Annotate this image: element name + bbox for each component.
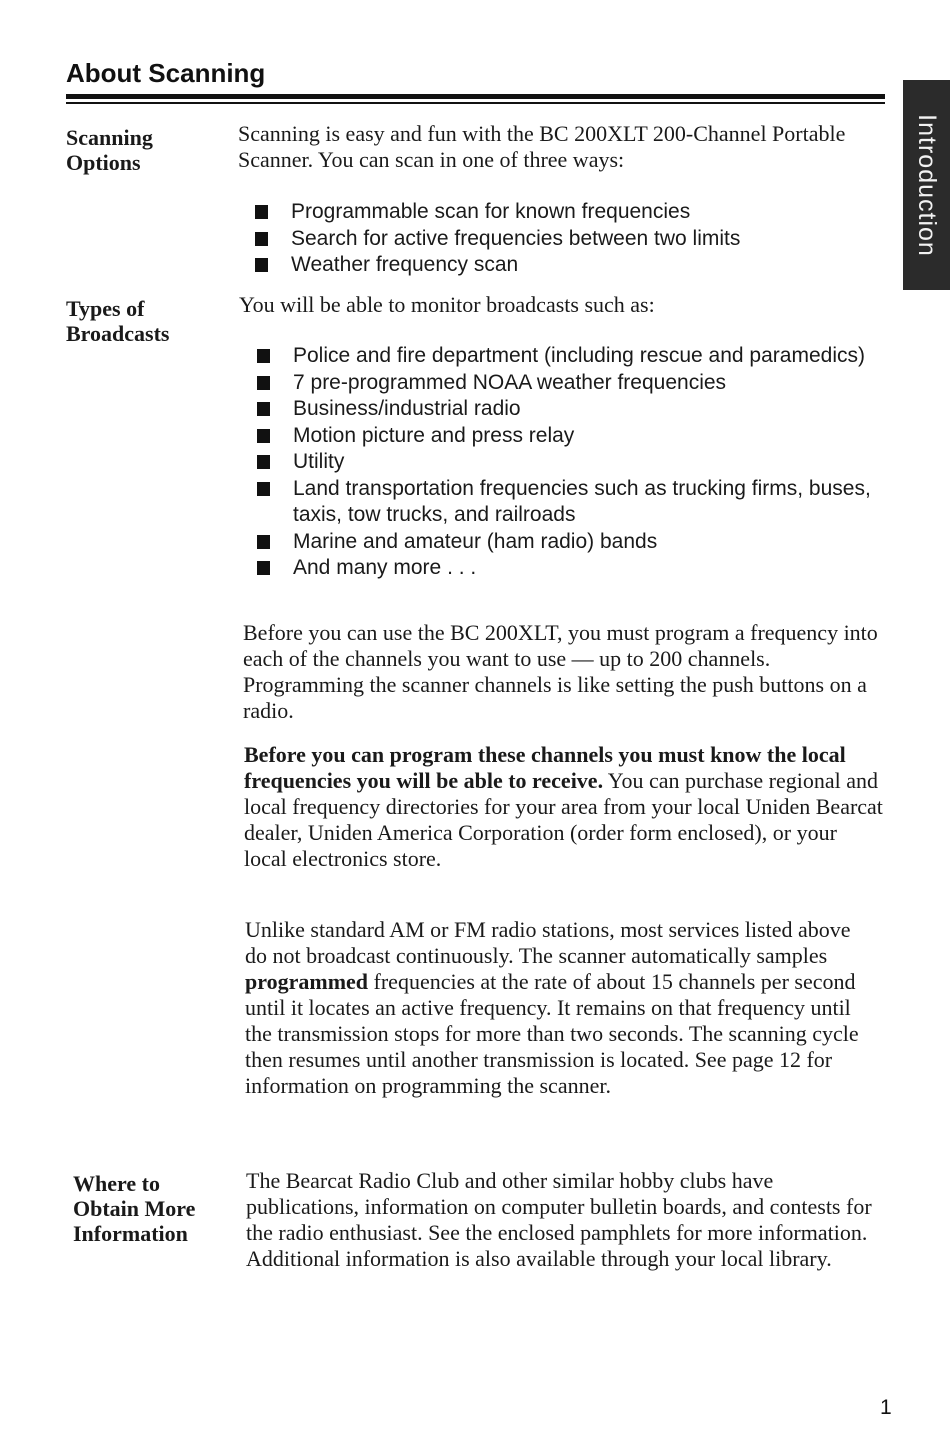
bullet-square-icon — [255, 258, 268, 272]
scanning-options-body — [238, 121, 888, 173]
list-item: Marine and amateur (ham radio) bands — [257, 529, 887, 556]
list-item: And many more . . . — [257, 555, 887, 582]
types-of-broadcasts-list — [257, 343, 887, 582]
scanning-options-intro: Scanning is easy and fun with the BC 200XLT 200-Channel Portable Scanner. You can scan in one of three ways: — [238, 121, 846, 172]
title-rule-thin — [66, 102, 885, 104]
frequency-warning-bold: Before you can program these channels you must know the local frequencies you will be able to receive. — [244, 742, 846, 793]
section-tab — [903, 80, 950, 290]
bullet-square-icon — [257, 402, 270, 416]
list-item: Search for active frequencies between two limits — [255, 226, 905, 253]
types-of-broadcasts-label: Types of Broadcasts — [66, 296, 170, 346]
list-item: Utility — [257, 449, 887, 476]
bullet-square-icon — [257, 482, 270, 496]
programming-paragraph: Before you can use the BC 200XLT, you must program a frequency into each of the channels you want to use — up to 200 channels. Programming the scanner channels is like setting the push buttons on a radio. — [243, 620, 878, 723]
page-number: 1 — [880, 1396, 892, 1419]
bullet-square-icon — [257, 535, 270, 549]
types-of-broadcasts-body — [239, 292, 889, 318]
list-item: Weather frequency scan — [255, 252, 905, 279]
bullet-square-icon — [255, 205, 268, 219]
list-item: Land transportation frequencies such as trucking firms, buses, taxis, tow trucks, and railroads — [257, 476, 887, 529]
bullet-square-icon — [257, 429, 270, 443]
bullet-square-icon — [257, 561, 270, 575]
page-title: About Scanning — [66, 58, 266, 88]
list-item: Business/industrial radio — [257, 396, 887, 423]
list-item: 7 pre-programmed NOAA weather frequencies — [257, 370, 887, 397]
types-of-broadcasts-intro: You will be able to monitor broadcasts such as: — [239, 292, 655, 317]
bullet-square-icon — [255, 232, 268, 246]
scanning-rate-paragraph: Unlike standard AM or FM radio stations, most services listed above do not broadcast continuously. The scanner automatically samples programmed frequencies at the rate of about 15 channels per second until it locates an active frequency. It remains on that frequency until the transmission stops for more than two seconds. The scanning cycle then resumes until another transmission is located. See page 12 for information on programming the scanner. — [245, 917, 859, 1098]
title-rule-thick — [66, 94, 885, 99]
list-item: Motion picture and press relay — [257, 423, 887, 450]
bullet-square-icon — [257, 376, 270, 390]
more-info-body: The Bearcat Radio Club and other similar hobby clubs have publications, information on computer bulletin boards, and contests for the radio enthusiast. See the enclosed pamphlets for more information. Additional information is also available through your local library. — [246, 1168, 872, 1271]
scanning-options-list — [255, 199, 905, 279]
scanning-options-label: Scanning Options — [66, 125, 153, 175]
bullet-square-icon — [257, 349, 270, 363]
bullet-square-icon — [257, 455, 270, 469]
frequency-directory-paragraph: Before you can program these channels you must know the local frequencies you will be able to receive. You can purchase regional and local frequency directories for your area from your local Uniden Bearcat dealer, Uniden America Corporation (order form enclosed), or your local electronics store. — [244, 742, 883, 871]
list-item: Police and fire department (including rescue and paramedics) — [257, 343, 887, 370]
section-tab-label: Introduction — [913, 113, 942, 257]
more-info-label: Where to Obtain More Information — [73, 1171, 196, 1246]
list-item: Programmable scan for known frequencies — [255, 199, 905, 226]
